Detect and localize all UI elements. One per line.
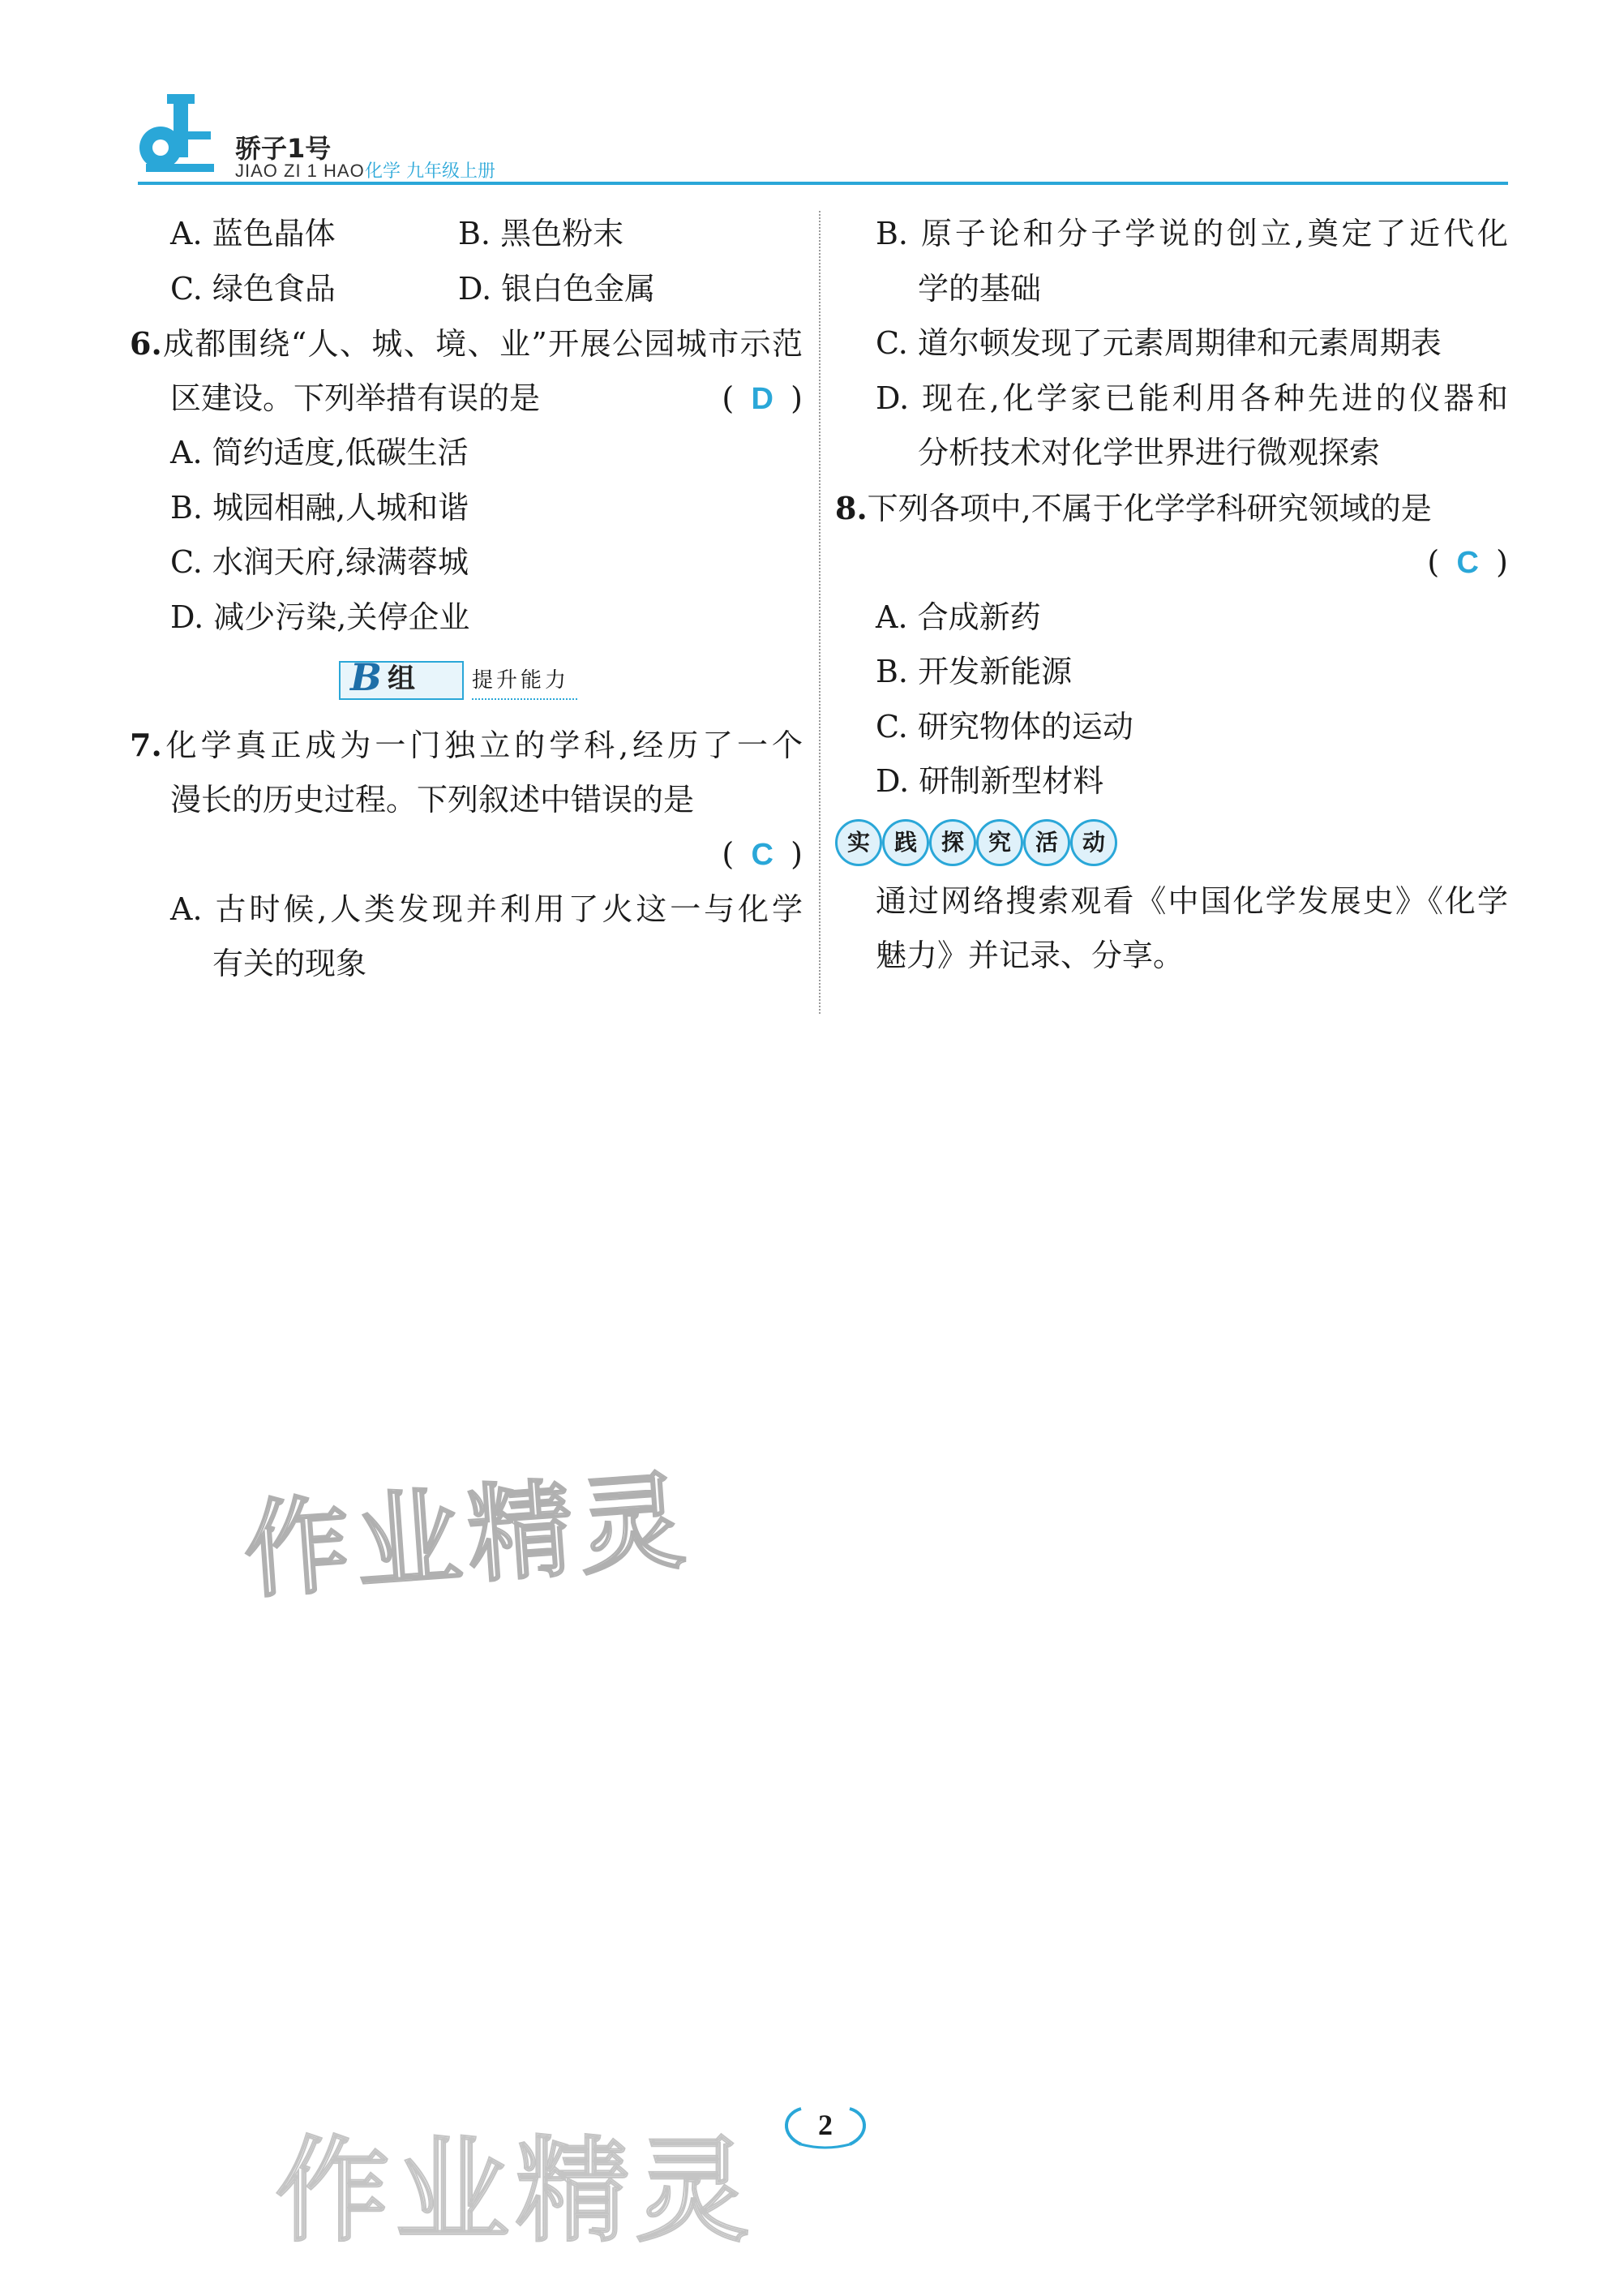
q8-answer-bracket: ( C ) [1427,535,1508,591]
q8-stem-line-1 [835,481,1508,536]
section-b-group: 组 [388,663,415,695]
q7-option-a-line-2: 有关的现象 [212,946,367,981]
q5-options-row-2 [130,262,803,317]
q6-stem-line-1 [130,316,803,371]
q6-option: C. 水润天府,绿满蓉城 [170,544,469,580]
section-b-heading [130,645,803,718]
activity-char: 活 [1023,819,1070,866]
q8-answer-row [835,535,1508,590]
q6-stem-line-2 [130,371,803,427]
subject-tag: 化学 九年级上册 [365,161,495,182]
q6-answer-bracket: ( D ) [722,371,803,427]
brand-subtitle: JIAO ZI 1 HAO [235,161,365,181]
q6-option: D. 减少污染,关停企业 [170,599,470,635]
q7-option-d-line-1: D. 现在,化学家已能利用各种先进的仪器和 [876,380,1508,416]
practice-activity-heading [835,809,1508,874]
q6-option: A. 简约适度,低碳生活 [170,435,469,470]
right-column [835,207,1508,984]
page-number: 2 [818,2109,833,2141]
q7-option-b-line-2: 学的基础 [918,270,1042,307]
q7-answer-bracket: ( C ) [722,827,803,883]
q5-option-b: B. 黑色粉末 [458,216,624,251]
page-header [130,89,1508,187]
q8-option: C. 研究物体的运动 [876,708,1133,745]
q7-answer-row [130,827,803,882]
activity-char: 践 [882,819,929,866]
q8-stem-text-1: 下列各项中,不属于化学学科研究领域的是 [867,490,1432,526]
section-b-title: 提升能力 [472,663,577,700]
left-column [130,207,803,992]
activity-char: 动 [1070,819,1117,866]
q8-answer: C [1456,546,1479,580]
q6-number: 6. [130,325,162,362]
q7-stem-text-1: 化学真正成为一门独立的学科,经历了一个 [161,727,803,763]
q7-option-d-line-2: 分析技术对化学世界进行微观探索 [918,435,1381,470]
q8-number: 8. [835,489,868,526]
activity-text-line-2: 魅力》并记录、分享。 [876,938,1185,973]
q8-option: A. 合成新药 [876,599,1041,635]
q7-answer: C [751,838,773,872]
q5-option-a: A. 蓝色晶体 [170,216,336,251]
q7-number: 7. [130,727,162,763]
header-rule [138,182,1508,185]
q7-stem-line-2: 漫长的历史过程。下列叙述中错误的是 [170,781,695,818]
q5-options-row-1 [130,207,803,262]
brand-title: 骄子1号 [235,133,332,164]
q5-option-d: D. 银白色金属 [458,270,656,307]
activity-char: 究 [976,819,1023,866]
q6-answer: D [751,381,773,416]
watermark: 作业精灵 [240,1458,696,1614]
q7-option-b-line-1: B. 原子论和分子学说的创立,奠定了近代化 [876,216,1508,251]
q5-option-c: C. 绿色食品 [170,270,336,307]
section-b-glyph: B [350,655,382,699]
q8-option: B. 开发新能源 [876,654,1073,689]
activity-text-line-1: 通过网络搜索观看《中国化学发展史》《化学 [876,882,1508,919]
q7-option-a-line-1: A. 古时候,人类发现并利用了火这一与化学 [170,891,803,927]
watermark: 作业精灵 [276,2126,756,2258]
q7-option-c: C. 道尔顿发现了元素周期律和元素周期表 [876,325,1442,361]
q6-stem-text-2: 区建设。下列举措有误的是 [170,380,541,416]
q8-option: D. 研制新型材料 [876,763,1104,799]
microscope-logo-icon [130,89,219,178]
q6-stem-text-1: 成都围绕“人、城、境、业”开展公园城市示范 [161,326,803,362]
activity-char: 实 [835,819,882,866]
q6-option: B. 城园相融,人城和谐 [170,489,469,526]
column-divider [819,211,821,1014]
q7-stem-line-1 [130,718,803,773]
activity-char: 探 [929,819,976,866]
